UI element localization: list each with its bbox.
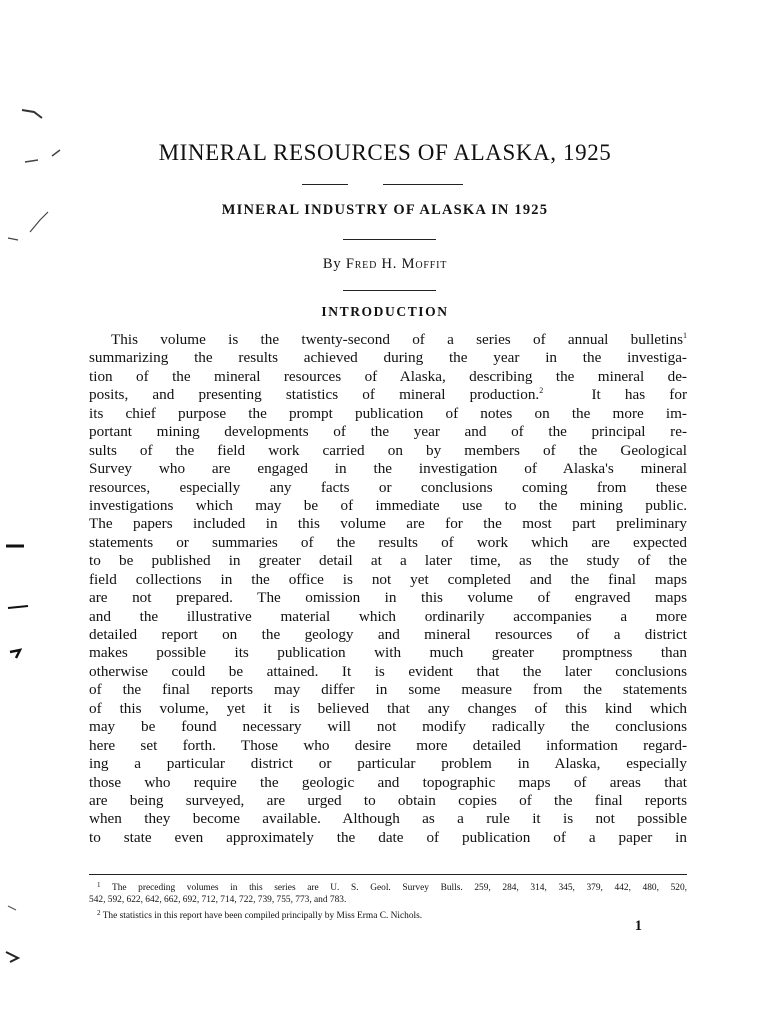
- footnote-separator: [89, 874, 687, 875]
- footnote-1: $^1$ The preceding volumes in this series are U. S. Geol. Survey Bulls. 259, 284, 314, 345, 379, 442, 480, 520,: [97, 881, 687, 893]
- body-paragraph: [89, 331, 687, 847]
- body-line: are being surveyed, are urged to obtain copies of the final reports: [89, 791, 687, 809]
- body-line: Survey who are engaged in the investigation of Alaska's mineral: [89, 460, 687, 478]
- body-line: and the illustrative material which ordinarily accompanies a more: [89, 607, 687, 625]
- body-line: to be published in greater detail at a later time, as the study of the: [89, 552, 687, 570]
- footnote-1-continued: 542, 592, 622, 642, 662, 692, 712, 714, 722, 739, 755, 773, and 783.: [89, 895, 347, 906]
- title-rule-right: [383, 184, 463, 185]
- byline: [0, 256, 770, 273]
- document-subtitle: MINERAL INDUSTRY OF ALASKA IN 1925: [221, 202, 549, 218]
- footnote-mark: 1: [97, 881, 101, 889]
- body-line: its chief purpose the prompt publication of notes on the more im-: [89, 404, 687, 422]
- section-heading: INTRODUCTION: [321, 304, 449, 319]
- document-title: MINERAL RESOURCES OF ALASKA, 1925: [158, 140, 612, 165]
- body-line: here set forth. Those who desire more detailed information regard-: [89, 736, 687, 754]
- body-line: summarizing the results achieved during the year in the investiga-: [89, 349, 687, 367]
- body-line: resources, especially any facts or conclusions coming from these: [89, 478, 687, 496]
- body-line: may be found necessary will not modify radically the conclusions: [89, 718, 687, 736]
- body-line: field collections in the office is not yet completed and the final maps: [89, 570, 687, 588]
- body-line: are not prepared. The omission in this volume of engraved maps: [89, 589, 687, 607]
- byline-prefix: By: [322, 256, 342, 272]
- body-line: tion of the mineral resources of Alaska, describing the mineral de-: [89, 367, 687, 385]
- body-line: investigations which may be of immediate use to the mining public.: [89, 496, 687, 514]
- title-rule-left: [302, 184, 348, 185]
- byline-rule: [343, 290, 436, 291]
- body-line: This volume is the twenty-second of a series of annual bulletins$^1$: [111, 331, 687, 348]
- body-line: of this volume, yet it is believed that any changes of this kind which: [89, 699, 687, 717]
- body-line: ing a particular district or particular problem in Alaska, especially: [89, 755, 687, 773]
- body-line: when they become available. Although as a rule it is not possible: [89, 810, 687, 828]
- body-line: sults of the field work carried on by members of the Geological: [89, 441, 687, 459]
- footnote-mark: 2: [97, 908, 101, 917]
- page-number: 1: [634, 918, 642, 934]
- footnote-2: $^2$ The statistics in this report have been compiled principally by Miss Erma C. Nichols.: [97, 908, 423, 921]
- body-line: those who require the geologic and topographic maps of areas that: [89, 773, 687, 791]
- footnote-ref: 1: [683, 331, 687, 340]
- body-line: otherwise could be attained. It is evident that the later conclusions: [89, 662, 687, 680]
- footnotes: [89, 879, 687, 922]
- body-line: posits, and presenting statistics of mineral production.$^2$ It has for: [89, 386, 688, 404]
- byline-author: Fred H. Moffit: [345, 256, 448, 272]
- subtitle-rule: [343, 239, 436, 240]
- body-line: of the final reports may differ in some measure from the statements: [89, 681, 687, 699]
- footnote-ref: 2: [539, 386, 544, 396]
- body-line: portant mining developments of the year and of the principal re-: [89, 423, 687, 441]
- body-line: The papers included in this volume are for the most part preliminary: [89, 515, 687, 533]
- body-line: statements or summaries of the results of work which are expected: [89, 533, 687, 551]
- body-line: makes possible its publication with much greater promptness than: [89, 644, 687, 662]
- body-line: detailed report on the geology and mineral resources of a district: [89, 626, 687, 643]
- body-line: to state even approximately the date of publication of a paper in: [89, 828, 687, 846]
